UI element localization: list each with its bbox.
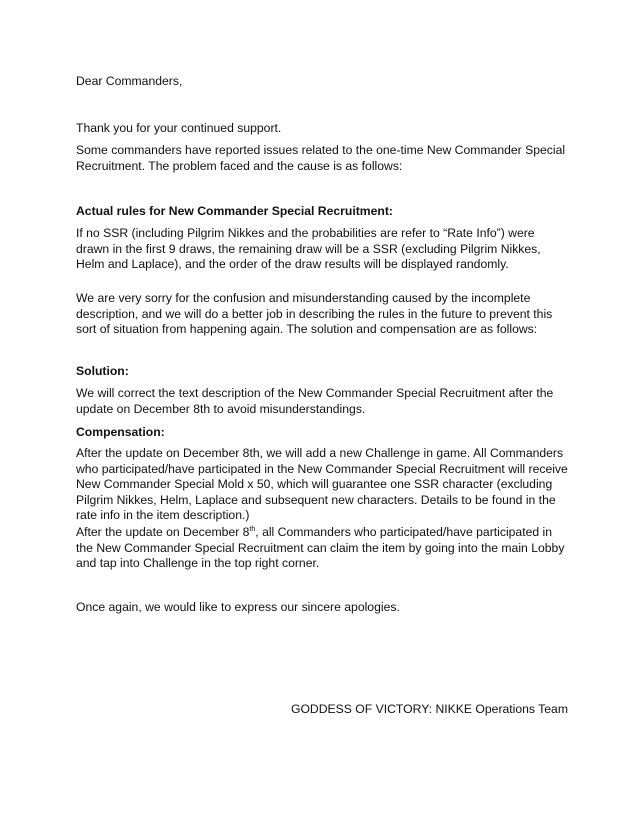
claim-paragraph	[76, 525, 568, 572]
claim-suffix: , all Commanders who participated/have participated in the New Commander Special Recruitment can claim the item by going into the main Lobby and tap into Challenge in the top right corner.	[76, 525, 565, 571]
ordinal-superscript: th	[249, 525, 256, 533]
claim-prefix: After the update on December 8	[76, 525, 250, 539]
signature: GODDESS OF VICTORY: NIKKE Operations Team	[290, 702, 568, 717]
rules-paragraph: If no SSR (including Pilgrim Nikkes and the probabilities are refer to “Rate Info”) were drawn in the first 9 draws, the remaining draw will be a SSR (excluding Pilgrim Nikkes, Helm and Laplace), and the order of the draw results will be displayed randomly.	[76, 226, 541, 272]
compensation-heading: Compensation:	[76, 425, 165, 439]
compensation-paragraph: After the update on December 8th, we will add a new Challenge in game. All Commanders who participated/have participated in the New Commander Special Recruitment will receive New Commander Special Mold x 50, which will guarantee one SSR character (excluding Pilgrim Nikkes, Helm, Laplace and subsequent new characters. Details to be found in the rate info in the item description.)	[76, 446, 568, 523]
solution-paragraph: We will correct the text description of the New Commander Special Recruitment after the update on December 8th to avoid misunderstandings.	[76, 386, 554, 416]
thanks-paragraph: Thank you for your continued support.	[76, 121, 282, 135]
rules-heading: Actual rules for New Commander Special Recruitment:	[76, 204, 393, 218]
closing-paragraph: Once again, we would like to express our sincere apologies.	[76, 600, 400, 614]
intro-paragraph: Some commanders have reported issues related to the one-time New Commander Special Recruitment. The problem faced and the cause is as follows:	[76, 143, 566, 173]
solution-heading: Solution:	[76, 364, 129, 378]
apology-paragraph: We are very sorry for the confusion and misunderstanding caused by the incomplete description, and we will do a better job in describing the rules in the future to prevent this sort of situation from happening again. The solution and compensation are as follows:	[76, 291, 553, 337]
salutation: Dear Commanders,	[76, 74, 183, 88]
